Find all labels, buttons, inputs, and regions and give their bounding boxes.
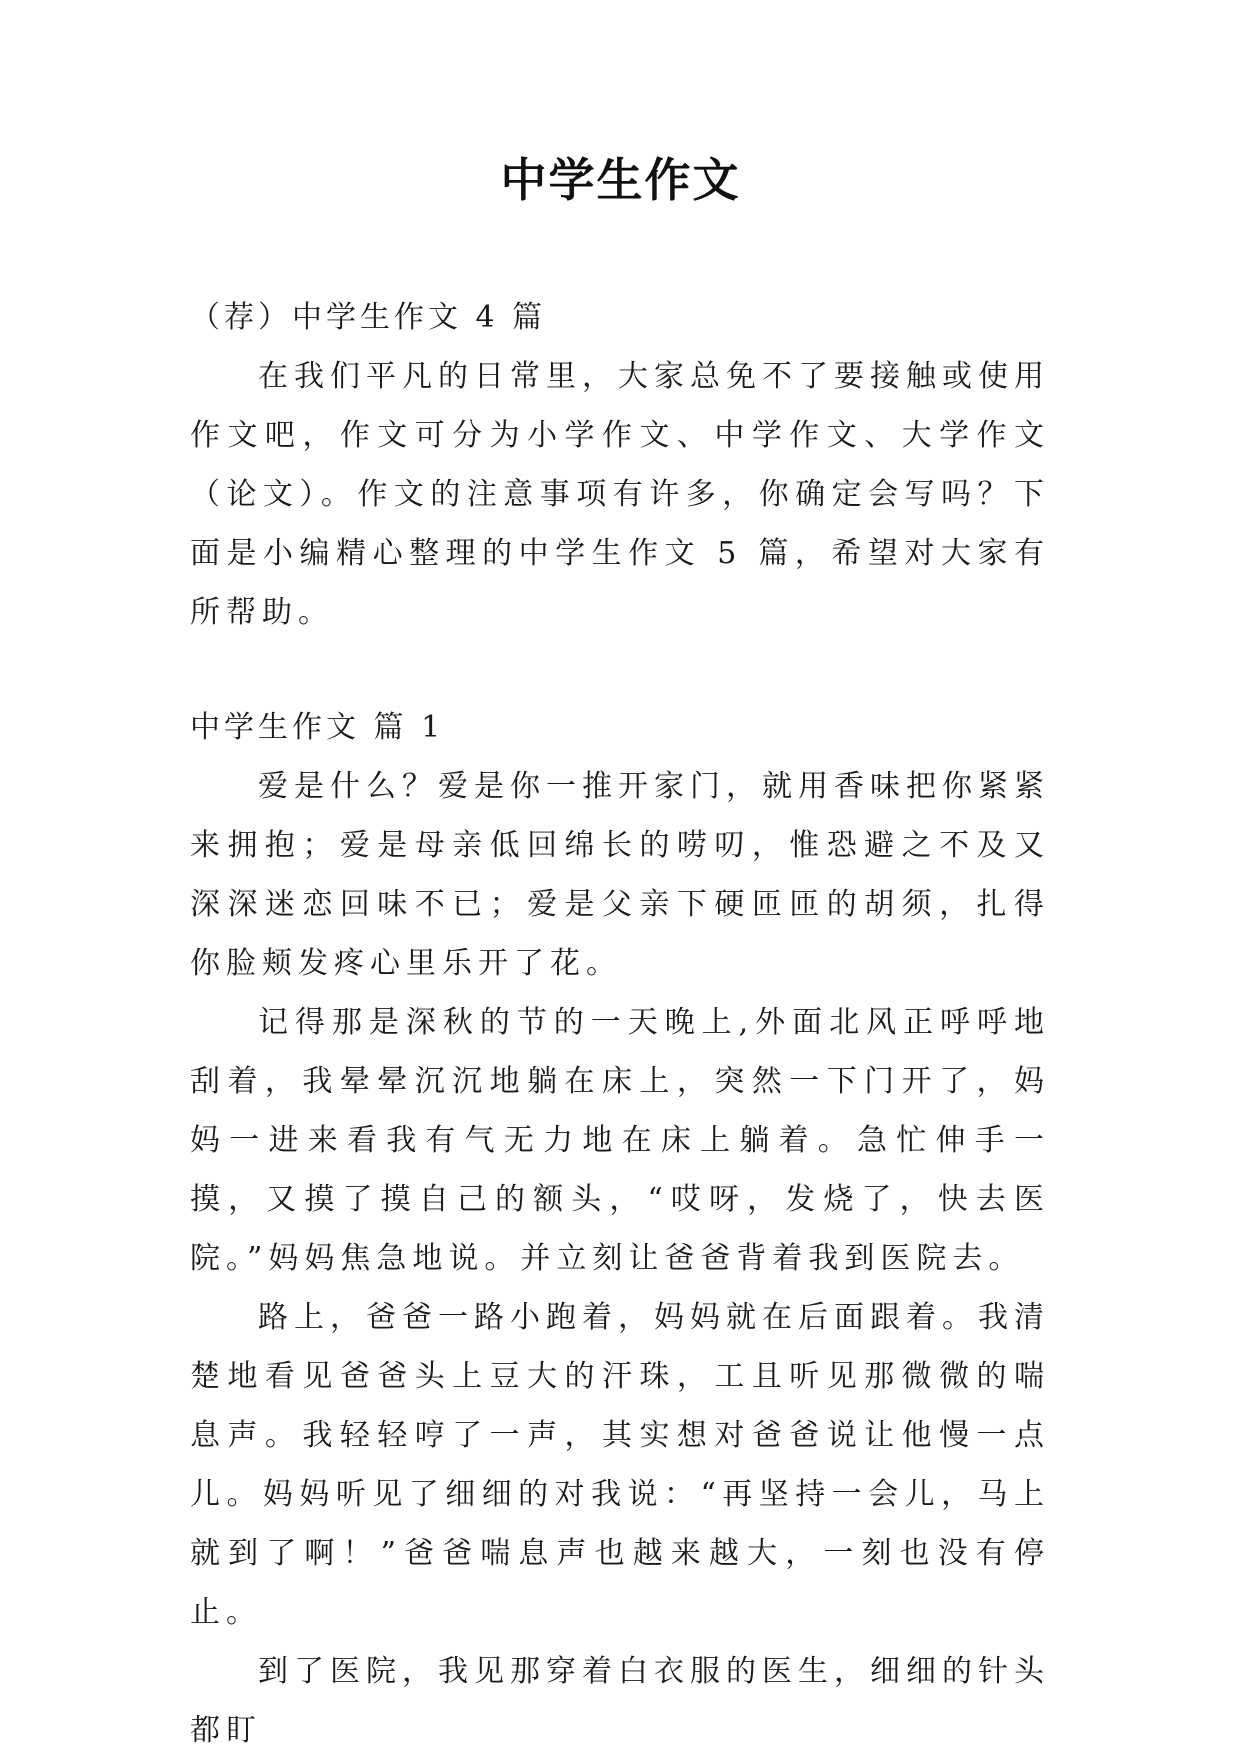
document-body (190, 288, 1050, 1760)
document-title: 中学生作文 (500, 153, 741, 207)
intro-paragraph: 在我们平凡的日常里，大家总免不了要接触或使用作文吧，作文可分为小学作文、中学作文、大学作文（论文）。作文的注意事项有许多，你确定会写吗？下面是小编精心整理的中学生作文 5 篇，希望对大家有所帮助。 (190, 359, 1050, 630)
body-paragraph: 路上，爸爸一路小跑着，妈妈就在后面跟着。我清楚地看见爸爸头上豆大的汗珠，工且听见那微微的喘息声。我轻轻哼了一声，其实想对爸爸说让他慢一点儿。妈妈听见了细细的对我说：“再坚持一会儿，马上就到了啊！”爸爸喘息声也越来越大，一刻也没有停止。 (190, 1300, 1050, 1630)
body-paragraph: 爱是什么？爱是你一推开家门，就用香味把你紧紧来拥抱；爱是母亲低回绵长的唠叨，惟恐避之不及又深深迷恋回味不已；爱是父亲下硬匝匝的胡须，扎得你脸颊发疼心里乐开了花。 (190, 769, 1050, 981)
body-paragraph: 记得那是深秋的节的一天晚上,外面北风正呼呼地刮着，我晕晕沉沉地躺在床上，突然一下门开了，妈妈一进来看我有气无力地在床上躺着。急忙伸手一摸，又摸了摸自己的额头，“哎呀，发烧了，快去医院。”妈妈焦急地说。并立刻让爸爸背着我到医院去。 (190, 1005, 1050, 1276)
body-paragraph: 到了医院，我见那穿着白衣服的医生，细细的针头都盯 (190, 1654, 1050, 1748)
document-subtitle: （荐）中学生作文 4 篇 (190, 300, 547, 335)
section-heading: 中学生作文 篇 1 (190, 710, 445, 745)
